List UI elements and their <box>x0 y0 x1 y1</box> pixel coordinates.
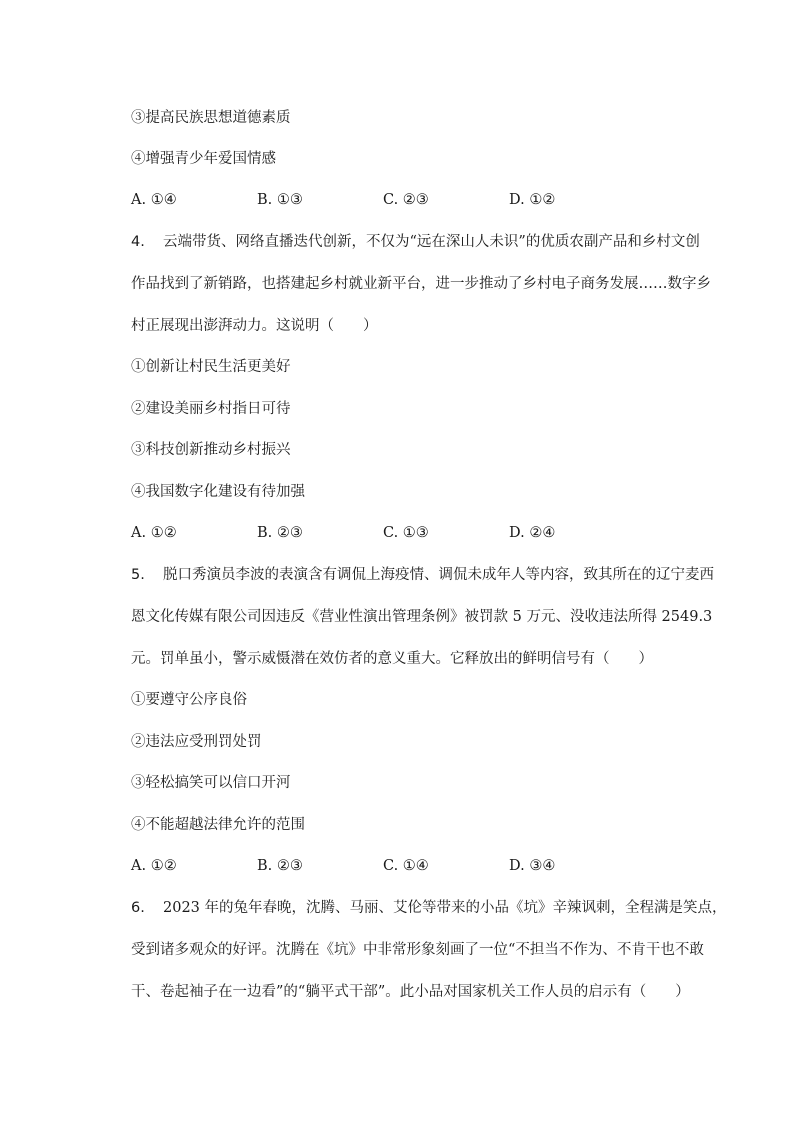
q5-option-c: C. ①④ <box>383 858 429 874</box>
q3-option-b: B. ①③ <box>257 192 303 208</box>
q4-item-4: ④我国数字化建设有待加强 <box>131 484 305 500</box>
q5-number: 5. <box>131 567 145 583</box>
q3-option-d: D. ①② <box>509 192 556 208</box>
q5-item-2: ②违法应受刑罚处罚 <box>131 734 262 750</box>
q3-option-a: A. ①④ <box>131 192 177 208</box>
q5-stem-line-2: 恩文化传媒有限公司因违反《营业性演出管理条例》被罚款 5 万元、没收违法所得 2549.3 <box>131 609 713 625</box>
q4-item-2: ②建设美丽乡村指日可待 <box>131 401 291 417</box>
q5-stem-line-1 <box>131 565 714 585</box>
q5-item-3: ③轻松搞笑可以信口开河 <box>131 775 291 791</box>
q6-stem-text-1: 2023 年的兔年春晚，沈腾、马丽、艾伦等带来的小品《坑》辛辣讽刺，全程满是笑点， <box>163 900 727 916</box>
q5-stem-line-3: 元。罚单虽小，警示威慑潜在效仿者的意义重大。它释放出的鲜明信号有（ ） <box>131 651 653 667</box>
q5-option-a: A. ①② <box>131 858 177 874</box>
q5-item-1: ①要遵守公序良俗 <box>131 692 247 708</box>
q4-stem-line-3: 村正展现出澎湃动力。这说明（ ） <box>131 318 378 334</box>
q3-item-3-text: ③提高民族思想道德素质 <box>131 110 291 126</box>
q5-stem-text-1: 脱口秀演员李波的表演含有调侃上海疫情、调侃未成年人等内容，致其所在的辽宁麦西 <box>163 567 714 583</box>
q4-item-1: ①创新让村民生活更美好 <box>131 359 291 375</box>
q4-option-c: C. ①③ <box>383 525 429 541</box>
q6-stem-line-3: 干、卷起袖子在一边看”的“躺平式干部”。此小品对国家机关工作人员的启示有（ ） <box>131 984 690 1000</box>
q6-stem-line-2: 受到诸多观众的好评。沈腾在《坑》中非常形象刻画了一位“不担当不作为、不肯干也不敢 <box>131 942 704 958</box>
q4-stem-line-2: 作品找到了新销路，也搭建起乡村就业新平台，进一步推动了乡村电子商务发展……数字乡 <box>131 276 711 292</box>
q3-option-c: C. ②③ <box>383 192 429 208</box>
q4-item-3: ③科技创新推动乡村振兴 <box>131 442 291 458</box>
q4-stem-text-1: 云端带货、网络直播迭代创新，不仅为“远在深山人未识”的优质农副产品和乡村文创 <box>163 234 700 250</box>
q5-item-4: ④不能超越法律允许的范围 <box>131 817 305 833</box>
q4-option-d: D. ②④ <box>509 525 556 541</box>
q4-number: 4. <box>131 234 145 250</box>
q6-number: 6. <box>131 900 145 916</box>
q5-option-d: D. ③④ <box>509 858 556 874</box>
q3-item-4-text: ④增强青少年爱国情感 <box>131 151 276 167</box>
q6-stem-line-1 <box>131 898 727 918</box>
q4-option-a: A. ①② <box>131 525 177 541</box>
q4-option-b: B. ②③ <box>257 525 303 541</box>
q5-option-b: B. ②③ <box>257 858 303 874</box>
q4-stem-line-1 <box>131 232 700 252</box>
